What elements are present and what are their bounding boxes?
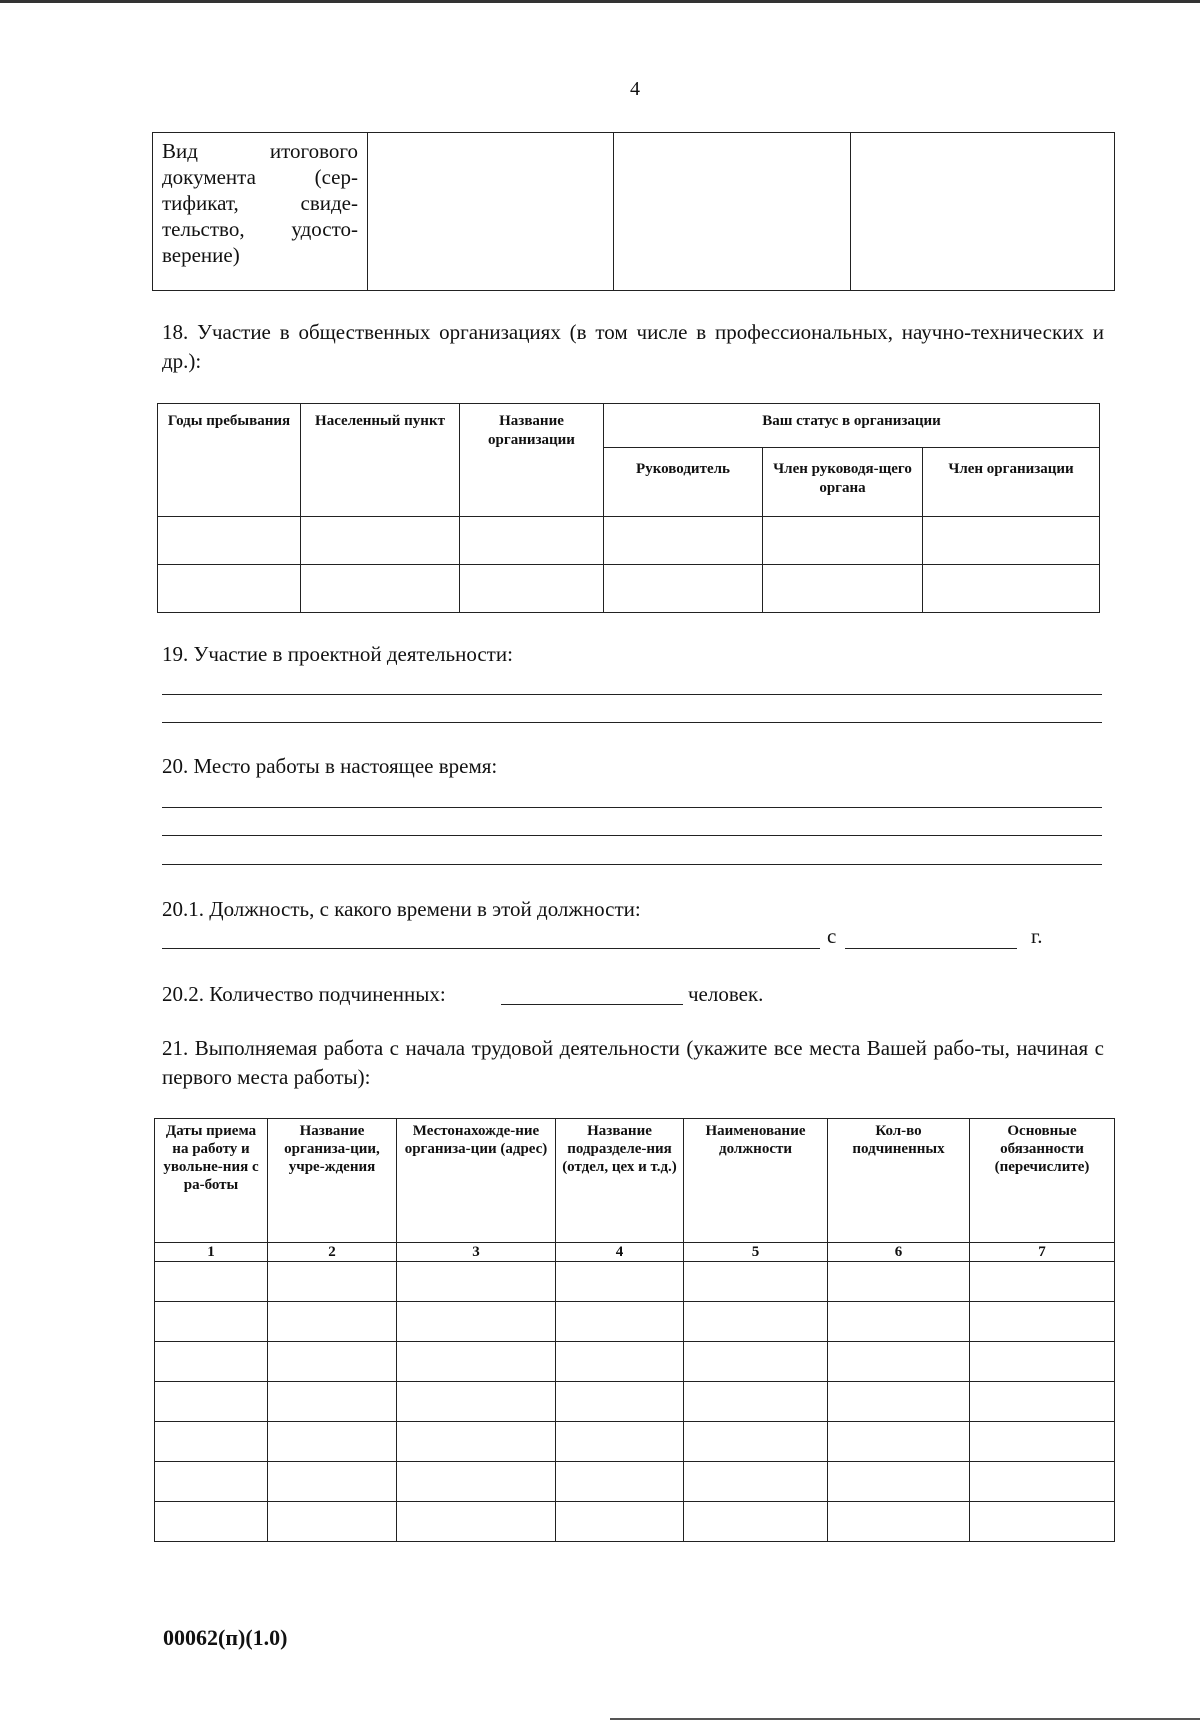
table-cell[interactable]	[155, 1502, 268, 1542]
table-cell[interactable]	[397, 1302, 556, 1342]
table-cell[interactable]	[397, 1262, 556, 1302]
column-header-years: Годы пребывания	[158, 404, 301, 517]
document-type-cell[interactable]	[851, 133, 1115, 291]
section-20-2-heading: 20.2. Количество подчиненных:	[162, 982, 446, 1006]
table-cell[interactable]	[268, 1262, 397, 1302]
table-cell[interactable]	[268, 1342, 397, 1382]
column-header-dates: Даты приема на работу и увольне-ния с ра-боты	[155, 1119, 268, 1243]
table-cell[interactable]	[268, 1302, 397, 1342]
table-cell[interactable]	[970, 1262, 1115, 1302]
column-header-subordinates: Кол-во подчиненных	[828, 1119, 970, 1243]
table-header-row	[158, 404, 1100, 448]
people-unit-label: человек.	[688, 982, 764, 1006]
document-type-cell[interactable]	[368, 133, 614, 291]
table-cell[interactable]	[556, 1462, 684, 1502]
answer-line[interactable]	[162, 835, 1102, 836]
column-header-org-name: Название организации	[460, 404, 604, 517]
table-cell[interactable]	[556, 1422, 684, 1462]
table-cell[interactable]	[268, 1422, 397, 1462]
table-cell[interactable]	[397, 1422, 556, 1462]
document-type-table	[152, 132, 1115, 291]
table-cell[interactable]	[301, 565, 460, 613]
page-number: 4	[630, 78, 640, 100]
table-header-row	[155, 1119, 1115, 1243]
table-cell[interactable]	[460, 565, 604, 613]
from-label: с	[827, 924, 837, 948]
table-cell[interactable]	[970, 1422, 1115, 1462]
table-cell[interactable]	[684, 1342, 828, 1382]
table-cell[interactable]	[155, 1342, 268, 1382]
table-row	[155, 1502, 1115, 1542]
table-cell[interactable]	[684, 1382, 828, 1422]
answer-line[interactable]	[162, 807, 1102, 808]
table-cell[interactable]	[155, 1302, 268, 1342]
section-20-heading: 20. Место работы в настоящее время:	[162, 754, 498, 778]
column-header-member: Член организации	[923, 448, 1100, 517]
table-cell[interactable]	[155, 1462, 268, 1502]
position-answer-line[interactable]	[162, 948, 820, 949]
table-cell[interactable]	[556, 1262, 684, 1302]
table-row	[155, 1422, 1115, 1462]
column-number-row	[155, 1243, 1115, 1262]
table-cell[interactable]	[828, 1422, 970, 1462]
table-cell[interactable]	[397, 1382, 556, 1422]
table-cell[interactable]	[684, 1262, 828, 1302]
table-cell[interactable]	[268, 1502, 397, 1542]
column-number: 1	[155, 1243, 268, 1262]
table-row	[158, 565, 1100, 613]
column-header-leader: Руководитель	[604, 448, 763, 517]
table-cell[interactable]	[155, 1382, 268, 1422]
column-header-status: Ваш статус в организации	[604, 404, 1100, 448]
table-cell[interactable]	[970, 1462, 1115, 1502]
table-cell[interactable]	[397, 1502, 556, 1542]
scan-top-edge	[0, 0, 1200, 3]
table-cell[interactable]	[970, 1342, 1115, 1382]
table-cell[interactable]	[556, 1382, 684, 1422]
table-cell[interactable]	[684, 1302, 828, 1342]
table-cell[interactable]	[460, 517, 604, 565]
table-cell[interactable]	[684, 1502, 828, 1542]
table-cell[interactable]	[604, 517, 763, 565]
table-cell[interactable]	[828, 1462, 970, 1502]
answer-line[interactable]	[162, 694, 1102, 695]
table-row	[155, 1462, 1115, 1502]
table-cell[interactable]	[970, 1502, 1115, 1542]
table-cell[interactable]	[828, 1382, 970, 1422]
column-header-place: Населенный пункт	[301, 404, 460, 517]
document-type-label: Вид итогового документа (сертификат, свидетельство, удостоверение)	[153, 133, 368, 291]
table-cell[interactable]	[763, 565, 923, 613]
document-type-cell[interactable]	[614, 133, 851, 291]
table-cell[interactable]	[763, 517, 923, 565]
table-row	[155, 1262, 1115, 1302]
table-cell[interactable]	[828, 1502, 970, 1542]
table-cell[interactable]	[923, 517, 1100, 565]
subordinates-count-line[interactable]	[501, 1004, 683, 1005]
answer-line[interactable]	[162, 864, 1102, 865]
column-header-board-member: Член руководя-щего органа	[763, 448, 923, 517]
year-label: г.	[1031, 924, 1043, 948]
table-row	[155, 1342, 1115, 1382]
table-cell[interactable]	[556, 1302, 684, 1342]
column-number: 6	[828, 1243, 970, 1262]
table-cell[interactable]	[556, 1342, 684, 1382]
table-cell[interactable]	[268, 1382, 397, 1422]
table-cell[interactable]	[828, 1302, 970, 1342]
section-20-1-heading: 20.1. Должность, с какого времени в этой должности:	[162, 897, 641, 921]
table-cell[interactable]	[828, 1342, 970, 1382]
form-code: 00062(п)(1.0)	[163, 1625, 288, 1650]
column-number: 2	[268, 1243, 397, 1262]
column-header-position: Наименование должности	[684, 1119, 828, 1243]
public-organizations-table	[157, 403, 1100, 613]
table-cell[interactable]	[970, 1302, 1115, 1342]
table-cell[interactable]	[556, 1502, 684, 1542]
section-19-heading: 19. Участие в проектной деятельности:	[162, 642, 513, 666]
table-cell[interactable]	[397, 1342, 556, 1382]
table-cell[interactable]	[301, 517, 460, 565]
column-header-department: Название подразделе-ния (отдел, цех и т.д.)	[556, 1119, 684, 1243]
table-cell[interactable]	[604, 565, 763, 613]
table-row	[158, 517, 1100, 565]
table-cell[interactable]	[923, 565, 1100, 613]
work-history-table	[154, 1118, 1115, 1542]
since-date-line[interactable]	[845, 948, 1017, 949]
answer-line[interactable]	[162, 722, 1102, 723]
column-number: 5	[684, 1243, 828, 1262]
column-header-duties: Основные обязанности (перечислите)	[970, 1119, 1115, 1243]
table-row	[155, 1382, 1115, 1422]
table-cell[interactable]	[828, 1262, 970, 1302]
table-cell[interactable]	[684, 1422, 828, 1462]
table-cell[interactable]	[970, 1382, 1115, 1422]
column-header-address: Местонахожде-ние организа-ции (адрес)	[397, 1119, 556, 1243]
table-cell[interactable]	[684, 1462, 828, 1502]
column-header-organization: Название организа-ции, учре-ждения	[268, 1119, 397, 1243]
table-cell[interactable]	[397, 1462, 556, 1502]
table-row	[153, 133, 1115, 291]
column-number: 4	[556, 1243, 684, 1262]
table-cell[interactable]	[158, 565, 301, 613]
table-cell[interactable]	[268, 1462, 397, 1502]
work-history-rows	[155, 1262, 1115, 1542]
column-number: 7	[970, 1243, 1115, 1262]
column-number: 3	[397, 1243, 556, 1262]
table-row	[155, 1302, 1115, 1342]
table-cell[interactable]	[155, 1422, 268, 1462]
table-cell[interactable]	[158, 517, 301, 565]
table-cell[interactable]	[155, 1262, 268, 1302]
section-21-heading: 21. Выполняемая работа с начала трудовой деятельности (укажите все места Вашей рабо-ты, начиная с первого места работы):	[162, 1036, 1104, 1089]
section-18-heading: 18. Участие в общественных организациях (в том числе в профессиональных, научно-технических и др.):	[162, 320, 1104, 373]
